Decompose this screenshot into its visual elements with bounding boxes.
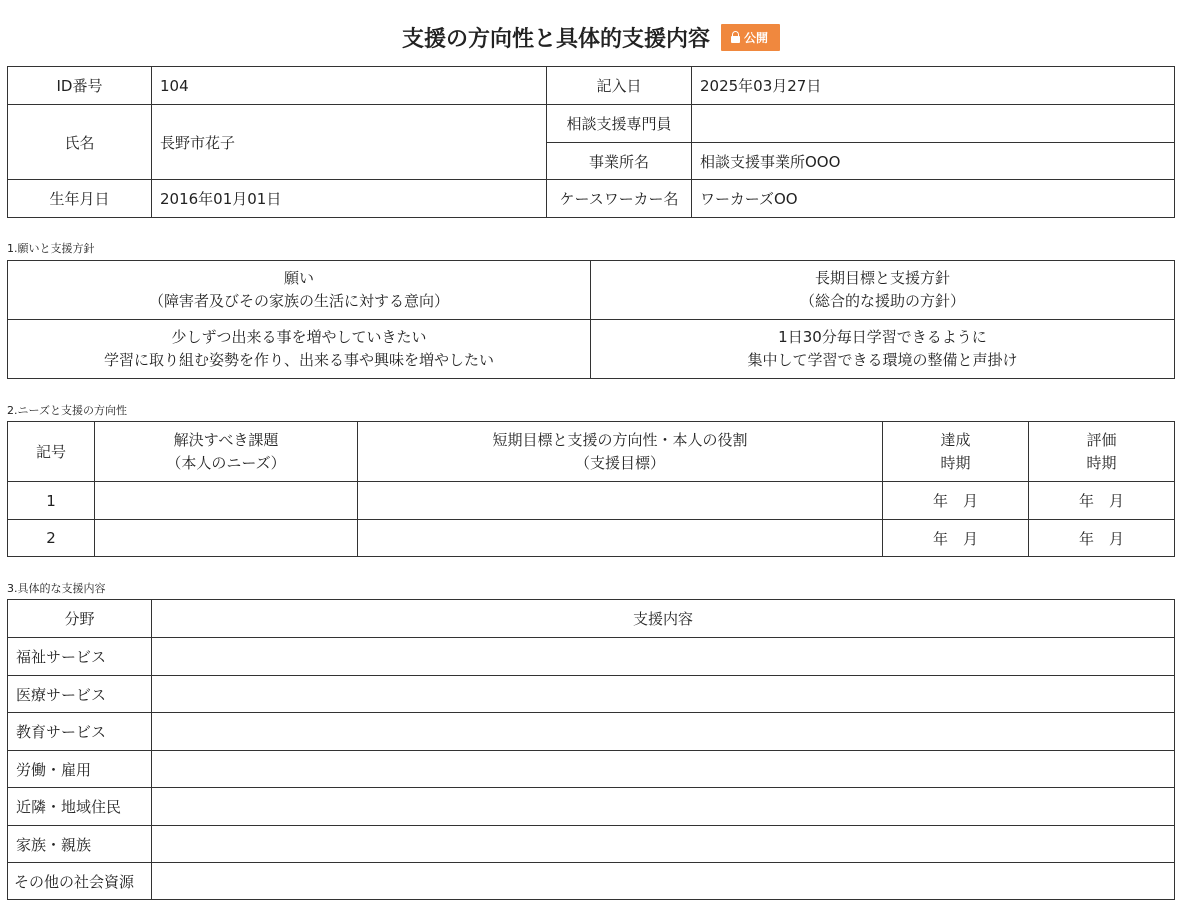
birth-value: 2016年01月01日	[152, 180, 547, 218]
field-label: 家族・親族	[8, 826, 152, 863]
field-label: 労働・雇用	[8, 751, 152, 788]
row-goal	[358, 482, 883, 520]
col-eval-line1: 評価	[1086, 430, 1117, 449]
col-no-header: 記号	[8, 422, 95, 482]
table-row	[8, 751, 1175, 788]
field-content	[152, 826, 1175, 863]
name-value: 長野市花子	[152, 105, 547, 180]
wish-value-line2: 学習に取り組む姿勢を作り、出来る事や興味を増やしたい	[103, 351, 494, 369]
goal-value-line1: 1日30分毎日学習できるように	[778, 328, 987, 346]
specialist-label: 相談支援専門員	[547, 105, 692, 143]
table-row	[8, 520, 1175, 557]
table-row	[8, 482, 1175, 520]
table-row	[8, 676, 1175, 713]
date-label: 記入日	[547, 67, 692, 105]
support-content-table	[7, 599, 1175, 900]
row-achieve: 年 月	[883, 520, 1029, 557]
col-goal-line2: （支援目標）	[574, 453, 665, 472]
field-content	[152, 788, 1175, 826]
id-label: ID番号	[8, 67, 152, 105]
col-content-header: 支援内容	[152, 600, 1175, 638]
table-row	[8, 638, 1175, 676]
goal-header	[591, 261, 1175, 320]
title-row	[0, 22, 1182, 54]
col-achieve-header	[883, 422, 1029, 482]
id-value: 104	[152, 67, 547, 105]
specialist-value	[692, 105, 1175, 143]
caseworker-label: ケースワーカー名	[547, 180, 692, 218]
row-issue	[95, 482, 358, 520]
date-value: 2025年03月27日	[692, 67, 1175, 105]
table-row	[8, 826, 1175, 863]
wish-table	[7, 260, 1175, 379]
table-row	[8, 788, 1175, 826]
public-badge[interactable]	[721, 24, 780, 51]
col-achieve-line2: 時期	[940, 453, 971, 472]
field-content	[152, 751, 1175, 788]
table-row	[8, 863, 1175, 900]
row-eval: 年 月	[1029, 520, 1175, 557]
col-eval-line2: 時期	[1086, 453, 1117, 472]
field-label: その他の社会資源	[8, 863, 152, 900]
col-goal-header	[358, 422, 883, 482]
col-achieve-line1: 達成	[940, 430, 971, 449]
wish-value-line1: 少しずつ出来る事を増やしていきたい	[171, 328, 427, 346]
public-badge-label: 公開	[744, 31, 769, 45]
col-issue-line1: 解決すべき課題	[173, 430, 279, 449]
info-table	[7, 66, 1175, 218]
field-content	[152, 676, 1175, 713]
birth-label: 生年月日	[8, 180, 152, 218]
field-label: 医療サービス	[8, 676, 152, 713]
section2-heading: 2.ニーズと支援の方向性	[7, 404, 127, 417]
row-goal	[358, 520, 883, 557]
row-eval: 年 月	[1029, 482, 1175, 520]
goal-header-line2: （総合的な援助の方針）	[799, 292, 965, 310]
caseworker-value: ワーカーズOO	[692, 180, 1175, 218]
office-value: 相談支援事業所OOO	[692, 143, 1175, 180]
wish-header-line1: 願い	[283, 269, 314, 287]
goal-value-line2: 集中して学習できる環境の整備と声掛け	[747, 351, 1018, 369]
field-label: 教育サービス	[8, 713, 152, 751]
office-label: 事業所名	[547, 143, 692, 180]
field-label: 近隣・地域住民	[8, 788, 152, 826]
wish-value	[8, 320, 591, 379]
wish-header-line2: （障害者及びその家族の生活に対する意向）	[148, 292, 449, 310]
col-issue-line2: （本人のニーズ）	[166, 453, 286, 472]
wish-header	[8, 261, 591, 320]
lock-icon	[731, 36, 740, 43]
goal-header-line1: 長期目標と支援方針	[814, 269, 950, 287]
table-row	[8, 713, 1175, 751]
col-field-header: 分野	[8, 600, 152, 638]
section1-heading: 1.願いと支援方針	[7, 242, 95, 255]
row-no: 1	[8, 482, 95, 520]
section3-heading: 3.具体的な支援内容	[7, 582, 106, 595]
field-content	[152, 713, 1175, 751]
field-content	[152, 638, 1175, 676]
page-title: 支援の方向性と具体的支援内容	[401, 27, 710, 52]
field-content	[152, 863, 1175, 900]
needs-table	[7, 421, 1175, 557]
name-label: 氏名	[8, 105, 152, 180]
field-label: 福祉サービス	[8, 638, 152, 676]
goal-value	[591, 320, 1175, 379]
col-eval-header	[1029, 422, 1175, 482]
row-achieve: 年 月	[883, 482, 1029, 520]
col-goal-line1: 短期目標と支援の方向性・本人の役割	[492, 430, 748, 449]
row-issue	[95, 520, 358, 557]
col-issue-header	[95, 422, 358, 482]
row-no: 2	[8, 520, 95, 557]
